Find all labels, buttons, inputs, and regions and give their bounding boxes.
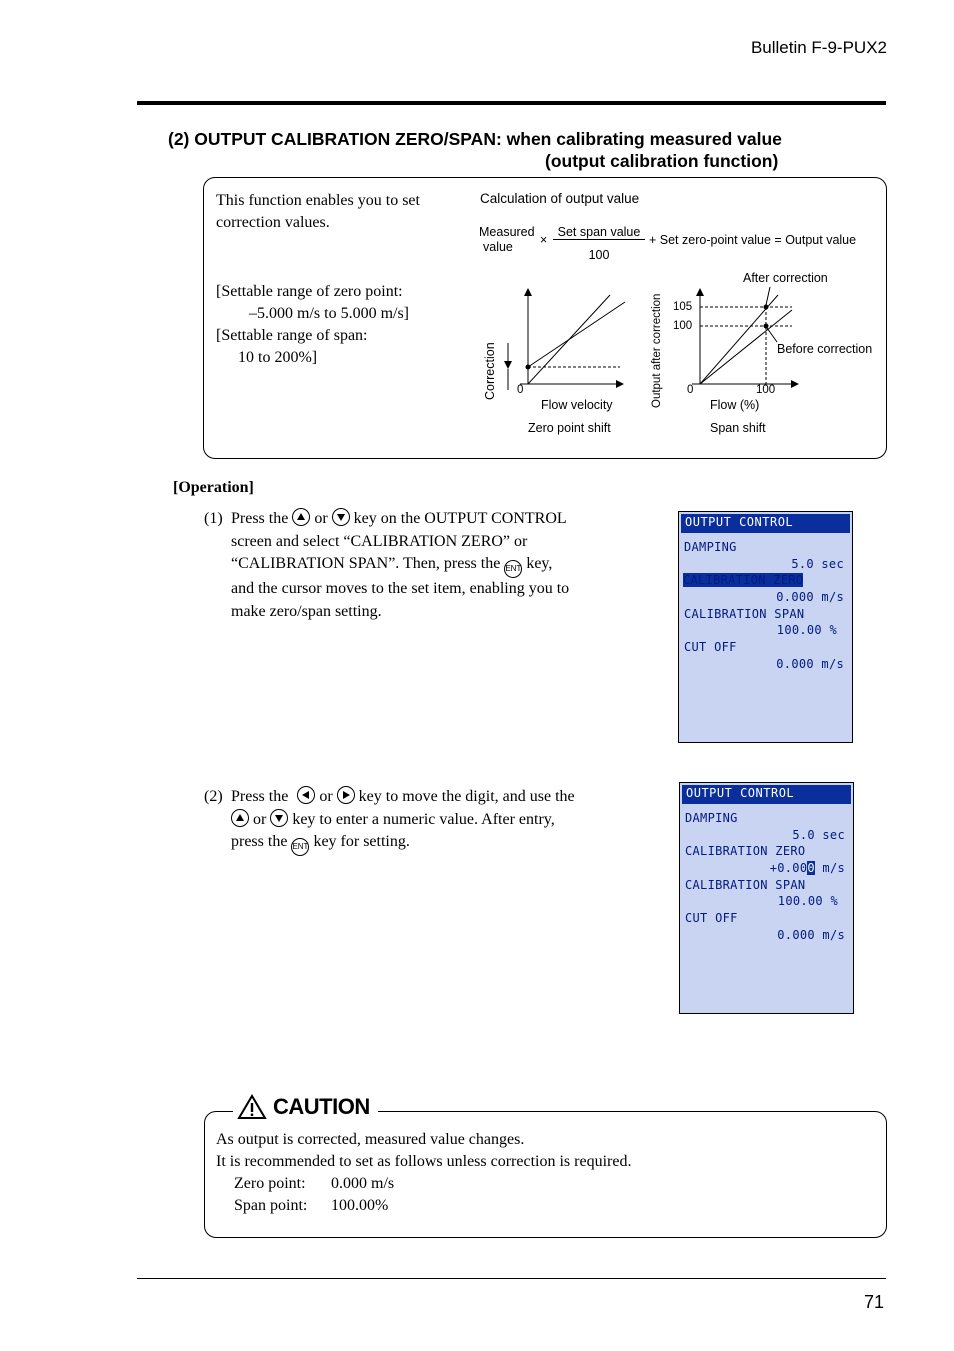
span-x-label: Flow (%) bbox=[710, 398, 760, 412]
span-before-point bbox=[764, 324, 769, 329]
screen1-cut-off-value: 0.000 m/s bbox=[776, 657, 844, 671]
screen2-cal-span-value: 100.00 % bbox=[777, 894, 838, 908]
heading-line1: (2) OUTPUT CALIBRATION ZERO/SPAN: when calibrating measured value bbox=[168, 129, 782, 149]
formula-times: × bbox=[540, 233, 548, 247]
caution-text bbox=[216, 1129, 631, 1217]
step1-number: (1) bbox=[204, 510, 223, 527]
zero-y-label: Correction bbox=[483, 342, 497, 400]
step2-text bbox=[231, 786, 631, 856]
down-key-icon bbox=[270, 809, 288, 827]
caution-span-value: 100.00% bbox=[331, 1197, 389, 1214]
footer-rule bbox=[137, 1278, 886, 1279]
page-number: 71 bbox=[863, 1292, 884, 1312]
zero-origin: 0 bbox=[517, 384, 524, 396]
caution-span-key: Span point: bbox=[234, 1197, 308, 1214]
step1-a1: Press the bbox=[231, 510, 289, 527]
step2-a3: key to move the digit, and use the bbox=[358, 788, 575, 805]
up-key-icon bbox=[231, 809, 249, 827]
formula-rest: + Set zero-point value = Output value bbox=[649, 233, 857, 247]
tick-105: 105 bbox=[673, 301, 693, 313]
screen1-cal-span[interactable]: CALIBRATION SPAN bbox=[684, 607, 805, 621]
span-origin: 0 bbox=[687, 384, 694, 396]
step2-c1: press the bbox=[231, 833, 288, 850]
screen1-cut-off[interactable]: CUT OFF bbox=[684, 640, 737, 654]
intro-line2: correction values. bbox=[216, 214, 330, 231]
before-correction-label: Before correction bbox=[777, 342, 873, 356]
zero-offset-point bbox=[526, 365, 531, 370]
section-heading bbox=[168, 128, 782, 172]
before-leader bbox=[767, 328, 777, 342]
lcd-screen-1 bbox=[678, 511, 853, 743]
formula-measured-line1: Measured bbox=[479, 225, 535, 239]
span-shift-graph bbox=[692, 287, 795, 384]
step2-b2: key to enter a numeric value. After entry, bbox=[292, 810, 555, 828]
lcd-screen-2 bbox=[679, 782, 854, 1014]
span-caption: Span shift bbox=[710, 421, 766, 435]
span-range-line2: 10 to 200%] bbox=[238, 349, 318, 366]
down-key-icon bbox=[332, 508, 350, 526]
caution-zero-value: 0.000 m/s bbox=[331, 1175, 395, 1192]
screen1-cal-zero-selected[interactable]: CALIBRATION ZERO bbox=[683, 573, 804, 587]
screen2-cal-zero-value[interactable] bbox=[770, 861, 845, 875]
formula-numerator: Set span value bbox=[553, 225, 645, 240]
ent-key-icon: ENT bbox=[291, 838, 309, 856]
screen2-damping: DAMPING bbox=[685, 811, 738, 825]
screen2-cal-zero-value-a: +0.00 bbox=[769, 861, 808, 875]
zero-range-line2: –5.000 m/s to 5.000 m/s] bbox=[249, 305, 410, 322]
operation-label: [Operation] bbox=[173, 479, 254, 496]
zero-x-label: Flow velocity bbox=[541, 398, 613, 412]
up-key-icon bbox=[292, 508, 310, 526]
settable-ranges bbox=[216, 281, 409, 369]
step2-a2: or bbox=[319, 788, 333, 805]
step1-line2: screen and select “CALIBRATION ZERO” or bbox=[231, 532, 528, 550]
function-intro bbox=[216, 190, 420, 234]
formula-measured bbox=[479, 225, 535, 255]
screen2-title: OUTPUT CONTROL bbox=[686, 786, 795, 800]
header-rule bbox=[137, 101, 886, 105]
screen2-cal-span[interactable]: CALIBRATION SPAN bbox=[685, 878, 806, 892]
span-after-point bbox=[764, 305, 769, 310]
span-x-tick: 100 bbox=[756, 384, 776, 396]
heading-line2: (output calibration function) bbox=[545, 151, 779, 171]
digit-cursor[interactable]: 0 bbox=[807, 861, 815, 875]
step2-c2: key for setting. bbox=[313, 833, 410, 850]
caution-line1: As output is corrected, measured value changes. bbox=[216, 1131, 525, 1148]
caution-label: CAUTION bbox=[273, 1094, 370, 1119]
formula-denominator: 100 bbox=[588, 248, 610, 262]
step2-number: (2) bbox=[204, 788, 223, 805]
after-correction-label: After correction bbox=[743, 271, 828, 285]
step1-b1: “CALIBRATION SPAN”. Then, press the bbox=[231, 555, 501, 572]
step1-line5: make zero/span setting. bbox=[231, 602, 382, 620]
screen2-cut-off[interactable]: CUT OFF bbox=[685, 911, 738, 925]
step1-line4: and the cursor moves to the set item, enabling you to bbox=[231, 580, 570, 597]
bulletin-number: Bulletin F-9-PUX2 bbox=[750, 38, 887, 57]
caution-header bbox=[233, 1094, 378, 1120]
caution-line2: It is recommended to set as follows unless correction is required. bbox=[216, 1153, 632, 1170]
tick-100: 100 bbox=[673, 320, 693, 332]
screen2-cal-zero[interactable]: CALIBRATION ZERO bbox=[685, 844, 806, 858]
warning-icon bbox=[237, 1094, 267, 1120]
right-key-icon bbox=[337, 786, 355, 804]
step1-a2: or bbox=[314, 510, 328, 527]
left-key-icon bbox=[297, 786, 315, 804]
screen1-damping-value: 5.0 sec bbox=[791, 557, 844, 571]
step2-a1: Press the bbox=[231, 788, 289, 805]
caution-zero-key: Zero point: bbox=[234, 1175, 306, 1192]
screen1-damping: DAMPING bbox=[684, 540, 737, 554]
zero-caption: Zero point shift bbox=[528, 421, 611, 435]
zero-range-line1: [Settable range of zero point: bbox=[216, 283, 403, 300]
step2-b1: or bbox=[253, 810, 267, 828]
screen2-cal-zero-value-b: m/s bbox=[814, 861, 845, 875]
screen1-cal-span-value: 100.00 % bbox=[776, 623, 837, 637]
step1-text bbox=[231, 508, 631, 623]
screen2-damping-value: 5.0 sec bbox=[792, 828, 845, 842]
formula-measured-line2: value bbox=[483, 240, 513, 254]
step1-a3: key on the OUTPUT CONTROL bbox=[353, 510, 567, 527]
screen1-title: OUTPUT CONTROL bbox=[685, 515, 794, 529]
step1-b2: key, bbox=[526, 555, 553, 572]
ent-key-icon: ENT bbox=[504, 560, 522, 578]
span-y-label: Output after correction bbox=[651, 293, 663, 408]
span-range-line1: [Settable range of span: bbox=[216, 327, 368, 344]
zero-after-line bbox=[528, 302, 625, 367]
screen1-cal-zero-value: 0.000 m/s bbox=[776, 590, 844, 604]
screen2-title-bar bbox=[682, 785, 851, 804]
screen2-cut-off-value: 0.000 m/s bbox=[777, 928, 845, 942]
zero-shift-graph bbox=[508, 292, 625, 390]
after-leader bbox=[766, 287, 770, 305]
intro-line1: This function enables you to set bbox=[216, 192, 420, 209]
calc-title: Calculation of output value bbox=[480, 191, 640, 206]
screen1-title-bar bbox=[681, 514, 850, 533]
